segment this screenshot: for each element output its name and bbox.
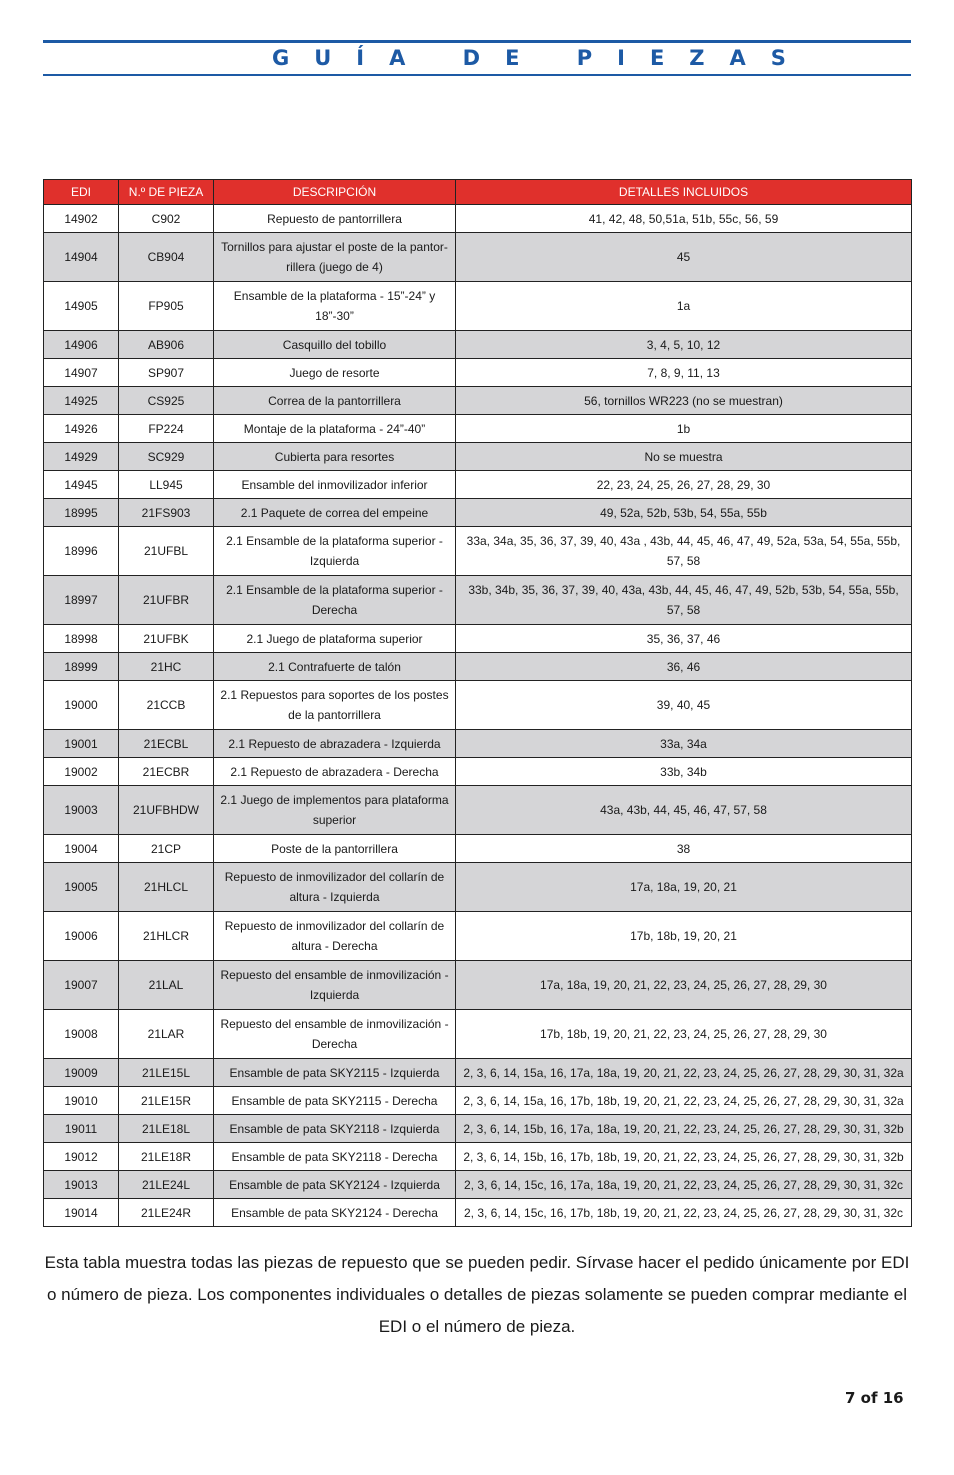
cell-description: Ensamble de pata SKY2115 - Derecha [214, 1087, 456, 1115]
table-row [44, 1087, 912, 1115]
cell-details: 2, 3, 6, 14, 15c, 16, 17a, 18a, 19, 20, 21, 22, 23, 24, 25, 26, 27, 28, 29, 30, 31, 32c [456, 1171, 912, 1199]
cell-details: 2, 3, 6, 14, 15b, 16, 17a, 18a, 19, 20, 21, 22, 23, 24, 25, 26, 27, 28, 29, 30, 31, 32b [456, 1115, 912, 1143]
cell-part-number: 21LAR [119, 1010, 214, 1059]
table-row [44, 527, 912, 576]
cell-description: 2.1 Juego de plataforma superior [214, 625, 456, 653]
cell-part-number: 21HC [119, 653, 214, 681]
cell-part-number: 21UFBL [119, 527, 214, 576]
cell-edi: 19009 [44, 1059, 119, 1087]
table-row [44, 961, 912, 1010]
cell-part-number: AB906 [119, 331, 214, 359]
cell-part-number: 21ECBR [119, 758, 214, 786]
cell-part-number: FP224 [119, 415, 214, 443]
cell-edi: 19006 [44, 912, 119, 961]
cell-part-number: SP907 [119, 359, 214, 387]
cell-part-number: SC929 [119, 443, 214, 471]
cell-description: 2.1 Ensamble de la plataforma superior - Derecha [214, 576, 456, 625]
cell-part-number: 21UFBHDW [119, 786, 214, 835]
table-body [44, 205, 912, 1227]
cell-part-number: 21LE24R [119, 1199, 214, 1227]
cell-part-number: 21UFBR [119, 576, 214, 625]
table-row [44, 282, 912, 331]
ordering-note: Esta tabla muestra todas las piezas de repuesto que se pueden pedir. Sírvase hacer el pedido únicamente por EDI o número de pieza. Los componentes individuales o detalles de piezas solamente se pueden comprar mediante el EDI o el número de pieza. [44, 1253, 910, 1336]
cell-edi: 19005 [44, 863, 119, 912]
cell-details: 2, 3, 6, 14, 15b, 16, 17b, 18b, 19, 20, 21, 22, 23, 24, 25, 26, 27, 28, 29, 30, 31, 32b [456, 1143, 912, 1171]
cell-details: 38 [456, 835, 912, 863]
cell-part-number: 21LE15R [119, 1087, 214, 1115]
cell-edi: 14929 [44, 443, 119, 471]
cell-edi: 19011 [44, 1115, 119, 1143]
cell-edi: 19014 [44, 1199, 119, 1227]
cell-part-number: 21LE18R [119, 1143, 214, 1171]
header-bottom-rule [43, 74, 911, 76]
table-row [44, 359, 912, 387]
cell-details: 17a, 18a, 19, 20, 21 [456, 863, 912, 912]
cell-part-number: LL945 [119, 471, 214, 499]
cell-edi: 19000 [44, 681, 119, 730]
cell-part-number: C902 [119, 205, 214, 233]
cell-description: Ensamble de pata SKY2124 - Izquierda [214, 1171, 456, 1199]
cell-edi: 14907 [44, 359, 119, 387]
cell-part-number: 21CP [119, 835, 214, 863]
cell-description: Ensamble de la plataforma - 15”-24” y 18”-30” [214, 282, 456, 331]
table-row [44, 835, 912, 863]
cell-part-number: FP905 [119, 282, 214, 331]
cell-description: 2.1 Juego de implementos para plataforma superior [214, 786, 456, 835]
table-row [44, 758, 912, 786]
cell-edi: 19003 [44, 786, 119, 835]
table-row [44, 730, 912, 758]
cell-details: 36, 46 [456, 653, 912, 681]
table-row [44, 1143, 912, 1171]
cell-edi: 14926 [44, 415, 119, 443]
cell-details: 2, 3, 6, 14, 15c, 16, 17b, 18b, 19, 20, 21, 22, 23, 24, 25, 26, 27, 28, 29, 30, 31, 32c [456, 1199, 912, 1227]
column-header-details: DETALLES INCLUIDOS [456, 180, 912, 205]
table-row [44, 653, 912, 681]
cell-details: 33b, 34b, 35, 36, 37, 39, 40, 43a, 43b, 44, 45, 46, 47, 49, 52b, 53b, 54, 55a, 55b, 57, 58 [456, 576, 912, 625]
cell-description: Juego de resorte [214, 359, 456, 387]
cell-description: Ensamble de pata SKY2118 - Derecha [214, 1143, 456, 1171]
cell-edi: 14906 [44, 331, 119, 359]
table-row [44, 415, 912, 443]
table-row [44, 1010, 912, 1059]
cell-description: 2.1 Repuesto de abrazadera - Izquierda [214, 730, 456, 758]
cell-details: 33a, 34a [456, 730, 912, 758]
cell-description: Repuesto del ensamble de inmovilización - Derecha [214, 1010, 456, 1059]
cell-description: Repuesto de inmovilizador del collarín de altura - Derecha [214, 912, 456, 961]
cell-details: 45 [456, 233, 912, 282]
table-row [44, 625, 912, 653]
cell-description: Tornillos para ajustar el poste de la pantor-rillera (juego de 4) [214, 233, 456, 282]
table-header-row [44, 180, 912, 205]
table-row [44, 1115, 912, 1143]
cell-part-number: CB904 [119, 233, 214, 282]
cell-details: 17b, 18b, 19, 20, 21, 22, 23, 24, 25, 26, 27, 28, 29, 30 [456, 1010, 912, 1059]
cell-description: Montaje de la plataforma - 24”-40” [214, 415, 456, 443]
cell-edi: 18995 [44, 499, 119, 527]
column-header-description: DESCRIPCIÓN [214, 180, 456, 205]
cell-description: 2.1 Repuesto de abrazadera - Derecha [214, 758, 456, 786]
table-row [44, 576, 912, 625]
cell-edi: 14904 [44, 233, 119, 282]
cell-details: 39, 40, 45 [456, 681, 912, 730]
cell-edi: 14945 [44, 471, 119, 499]
cell-part-number: 21HLCL [119, 863, 214, 912]
cell-details: 2, 3, 6, 14, 15a, 16, 17a, 18a, 19, 20, 21, 22, 23, 24, 25, 26, 27, 28, 29, 30, 31, 32a [456, 1059, 912, 1087]
table-row [44, 1171, 912, 1199]
cell-description: Cubierta para resortes [214, 443, 456, 471]
cell-part-number: 21HLCR [119, 912, 214, 961]
page-title: GUÍA DE PIEZAS [272, 46, 811, 70]
cell-description: Ensamble de pata SKY2115 - Izquierda [214, 1059, 456, 1087]
column-header-edi: EDI [44, 180, 119, 205]
cell-description: Ensamble de pata SKY2118 - Izquierda [214, 1115, 456, 1143]
table-row [44, 471, 912, 499]
cell-description: Poste de la pantorrillera [214, 835, 456, 863]
cell-description: Repuesto del ensamble de inmovilización - Izquierda [214, 961, 456, 1010]
cell-description: 2.1 Contrafuerte de talón [214, 653, 456, 681]
table-row [44, 499, 912, 527]
table-row [44, 233, 912, 282]
cell-edi: 14905 [44, 282, 119, 331]
cell-details: No se muestra [456, 443, 912, 471]
parts-table [43, 179, 912, 1227]
cell-details: 43a, 43b, 44, 45, 46, 47, 57, 58 [456, 786, 912, 835]
cell-edi: 18997 [44, 576, 119, 625]
cell-details: 49, 52a, 52b, 53b, 54, 55a, 55b [456, 499, 912, 527]
table-row [44, 786, 912, 835]
cell-details: 35, 36, 37, 46 [456, 625, 912, 653]
cell-part-number: 21FS903 [119, 499, 214, 527]
cell-part-number: 21LE18L [119, 1115, 214, 1143]
cell-edi: 19007 [44, 961, 119, 1010]
cell-part-number: 21CCB [119, 681, 214, 730]
cell-details: 2, 3, 6, 14, 15a, 16, 17b, 18b, 19, 20, 21, 22, 23, 24, 25, 26, 27, 28, 29, 30, 31, 32a [456, 1087, 912, 1115]
cell-edi: 14902 [44, 205, 119, 233]
cell-part-number: CS925 [119, 387, 214, 415]
table-row [44, 863, 912, 912]
cell-edi: 19010 [44, 1087, 119, 1115]
cell-edi: 19004 [44, 835, 119, 863]
cell-part-number: 21ECBL [119, 730, 214, 758]
cell-details: 7, 8, 9, 11, 13 [456, 359, 912, 387]
cell-details: 1a [456, 282, 912, 331]
page-number: 7 of 16 [845, 1389, 904, 1407]
cell-details: 33a, 34a, 35, 36, 37, 39, 40, 43a , 43b, 44, 45, 46, 47, 49, 52a, 53a, 54, 55a, 55b, 57, 58 [456, 527, 912, 576]
cell-description: Ensamble del inmovilizador inferior [214, 471, 456, 499]
cell-edi: 19013 [44, 1171, 119, 1199]
cell-details: 56, tornillos WR223 (no se muestran) [456, 387, 912, 415]
cell-details: 17a, 18a, 19, 20, 21, 22, 23, 24, 25, 26, 27, 28, 29, 30 [456, 961, 912, 1010]
table-row [44, 1199, 912, 1227]
cell-edi: 18998 [44, 625, 119, 653]
cell-edi: 19012 [44, 1143, 119, 1171]
cell-edi: 18996 [44, 527, 119, 576]
column-header-part-number: N.º DE PIEZA [119, 180, 214, 205]
cell-part-number: 21LE15L [119, 1059, 214, 1087]
cell-part-number: 21LE24L [119, 1171, 214, 1199]
cell-details: 33b, 34b [456, 758, 912, 786]
cell-edi: 19008 [44, 1010, 119, 1059]
cell-details: 1b [456, 415, 912, 443]
table-row [44, 912, 912, 961]
cell-part-number: 21LAL [119, 961, 214, 1010]
cell-edi: 19002 [44, 758, 119, 786]
cell-details: 22, 23, 24, 25, 26, 27, 28, 29, 30 [456, 471, 912, 499]
cell-edi: 19001 [44, 730, 119, 758]
cell-description: 2.1 Ensamble de la plataforma superior - Izquierda [214, 527, 456, 576]
cell-description: 2.1 Paquete de correa del empeine [214, 499, 456, 527]
cell-description: Repuesto de pantorrillera [214, 205, 456, 233]
table-row [44, 205, 912, 233]
table-row [44, 331, 912, 359]
header-top-rule [43, 40, 911, 43]
cell-description: Repuesto de inmovilizador del collarín de altura - Izquierda [214, 863, 456, 912]
table-row [44, 443, 912, 471]
cell-description: Casquillo del tobillo [214, 331, 456, 359]
cell-details: 3, 4, 5, 10, 12 [456, 331, 912, 359]
table-row [44, 1059, 912, 1087]
cell-edi: 14925 [44, 387, 119, 415]
cell-details: 41, 42, 48, 50,51a, 51b, 55c, 56, 59 [456, 205, 912, 233]
cell-edi: 18999 [44, 653, 119, 681]
table-row [44, 681, 912, 730]
cell-part-number: 21UFBK [119, 625, 214, 653]
cell-description: Ensamble de pata SKY2124 - Derecha [214, 1199, 456, 1227]
cell-description: 2.1 Repuestos para soportes de los postes de la pantorrillera [214, 681, 456, 730]
cell-details: 17b, 18b, 19, 20, 21 [456, 912, 912, 961]
table-row [44, 387, 912, 415]
cell-description: Correa de la pantorrillera [214, 387, 456, 415]
